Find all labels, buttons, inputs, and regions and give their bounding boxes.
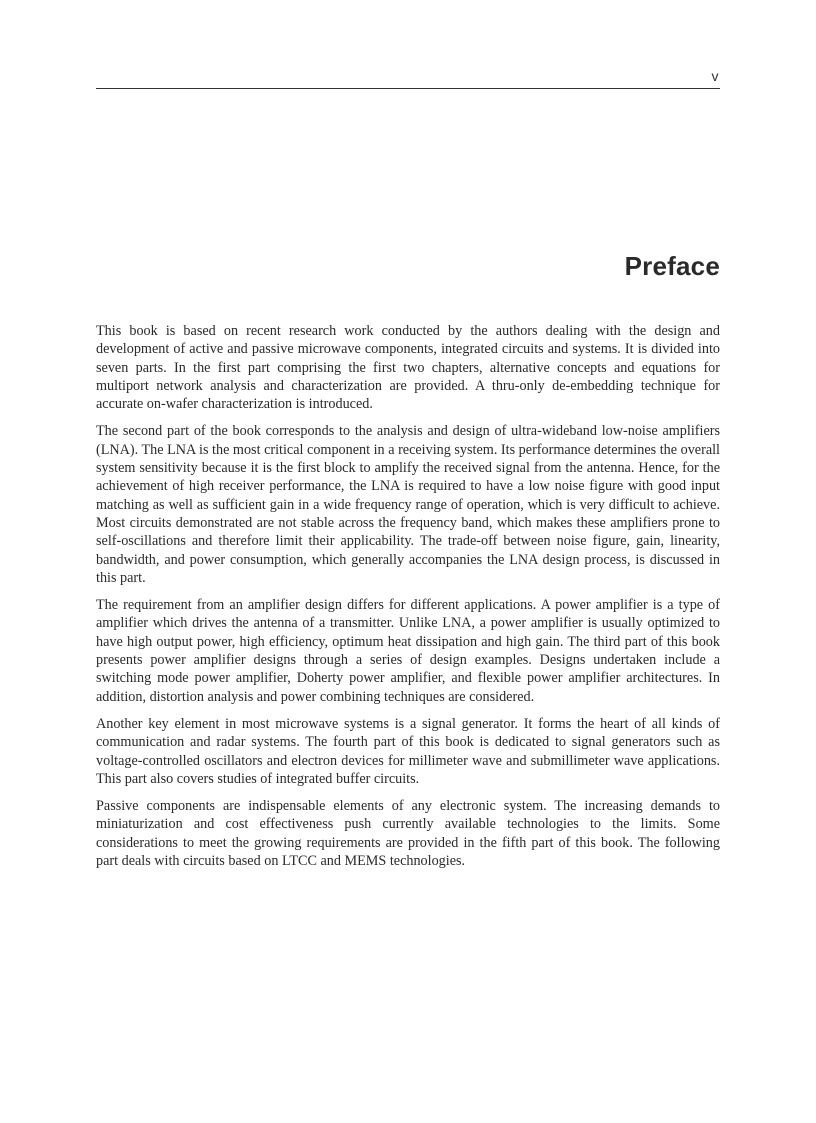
header-rule — [96, 88, 720, 89]
page-number: v — [711, 68, 719, 84]
paragraph-4: Another key element in most microwave systems is a signal generator. It forms the heart of all kinds of communication and radar systems. The fourth part of this book is dedicated to signal generators such as voltage-controlled oscillators and electron devices for millimeter wave and submillimeter wave applications. This part also covers studies of integrated buffer circuits. — [96, 715, 720, 787]
body-text — [96, 322, 720, 879]
chapter-title: Preface — [624, 251, 720, 281]
paragraph-1: This book is based on recent research work conducted by the authors dealing with the design and development of active and passive microwave components, integrated circuits and systems. It is divided into seven parts. In the first part comprising the first two chapters, alternative concepts and equations for multiport network analysis and characterization are provided. A thru-only de-embedding technique for accurate on-wafer characterization is introduced. — [96, 323, 720, 413]
paragraph-2: The second part of the book corresponds to the analysis and design of ultra-wideband low-noise amplifiers (LNA). The LNA is the most critical component in a receiving system. Its performance determines the overall system sensitivity because it is the first block to amplify the received signal from the antenna. Hence, for the achievement of high receiver performance, the LNA is required to have a low noise figure with good input matching as well as sufficient gain in a wide frequency range of operation, which is very difficult to achieve. Most circuits demonstrated are not stable across the frequency band, which makes these amplifiers prone to self-oscillations and therefore limit their applicability. The trade-off between noise figure, gain, linearity, bandwidth, and power consumption, which generally accompanies the LNA design process, is discussed in this part. — [96, 423, 720, 586]
paragraph-5: Passive components are indispensable elements of any electronic system. The increasing demands to miniaturization and cost effectiveness push currently available technologies to the limits. Some considerations to meet the growing requirements are provided in the fifth part of this book. The following part deals with circuits based on LTCC and MEMS technologies. — [96, 798, 720, 870]
paragraph-3: The requirement from an amplifier design differs for different applications. A power amplifier is a type of amplifier which drives the antenna of a transmitter. Unlike LNA, a power amplifier is usually optimized to have high output power, high efficiency, optimum heat dissipation and high gain. The third part of this book presents power amplifier designs through a series of design examples. Designs undertaken include a switching mode power amplifier, Doherty power amplifier, and flexible power amplifier architectures. In addition, distortion analysis and power combining techniques are considered. — [96, 597, 720, 705]
